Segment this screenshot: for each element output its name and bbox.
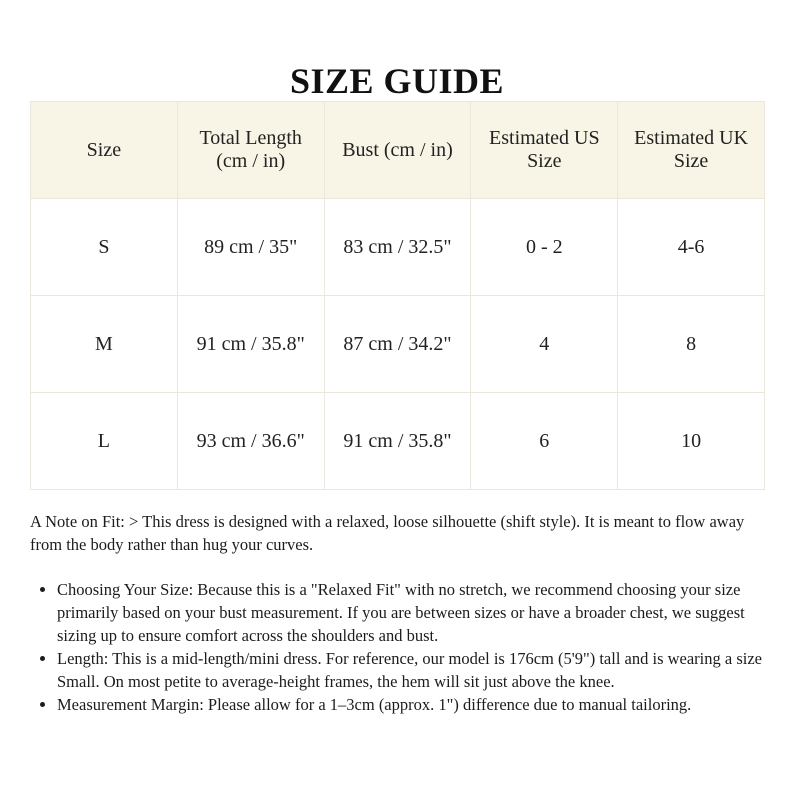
cell-us-size: 6	[471, 393, 618, 490]
page-title: SIZE GUIDE	[289, 61, 505, 102]
column-header-us-size: Estimated US Size	[471, 102, 618, 199]
cell-bust: 83 cm / 32.5"	[324, 199, 471, 296]
cell-uk-size: 8	[618, 296, 765, 393]
cell-bust: 87 cm / 34.2"	[324, 296, 471, 393]
cell-total-length: 91 cm / 35.8"	[177, 296, 324, 393]
list-item: • Length: This is a mid-length/mini dress. For reference, our model is 176cm (5'9") tall and is wearing a size Small. On most petite to average-height frames, the hem will sit just above the knee.	[57, 647, 770, 693]
cell-uk-size: 4-6	[618, 199, 765, 296]
table-header-row	[31, 102, 765, 199]
cell-total-length: 93 cm / 36.6"	[177, 393, 324, 490]
size-table	[30, 101, 765, 490]
column-header-bust: Bust (cm / in)	[324, 102, 471, 199]
table-row	[31, 393, 765, 490]
list-item: • Measurement Margin: Please allow for a 1–3cm (approx. 1") difference due to manual tailoring.	[57, 693, 770, 716]
table-row	[31, 199, 765, 296]
cell-bust: 91 cm / 35.8"	[324, 393, 471, 490]
column-header-size: Size	[31, 102, 178, 199]
cell-uk-size: 10	[618, 393, 765, 490]
list-item: • Choosing Your Size: Because this is a "Relaxed Fit" with no stretch, we recommend choosing your size primarily based on your bust measurement. If you are between sizes or have a broader chest, we suggest sizing up to ensure comfort across the shoulders and bust.	[57, 578, 770, 647]
fit-tips-list	[30, 578, 770, 716]
cell-us-size: 0 - 2	[471, 199, 618, 296]
column-header-uk-size: Estimated UK Size	[618, 102, 765, 199]
cell-size: S	[31, 199, 178, 296]
cell-us-size: 4	[471, 296, 618, 393]
cell-total-length: 89 cm / 35"	[177, 199, 324, 296]
column-header-total-length: Total Length (cm / in)	[177, 102, 324, 199]
cell-size: L	[31, 393, 178, 490]
cell-size: M	[31, 296, 178, 393]
fit-note: A Note on Fit: > This dress is designed with a relaxed, loose silhouette (shift style). It is meant to flow away from the body rather than hug your curves.	[30, 512, 745, 554]
table-row	[31, 296, 765, 393]
